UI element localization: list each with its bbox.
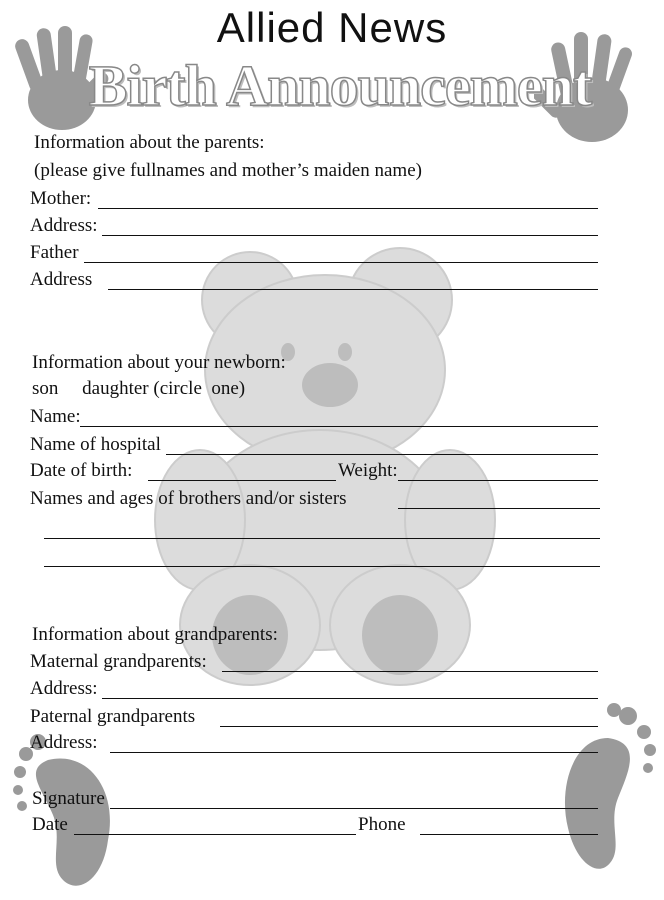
date-label: Date [32, 814, 68, 835]
siblings-field-3[interactable] [44, 566, 600, 567]
newborn-heading: Information about your newborn: [32, 352, 286, 373]
weight-label: Weight: [338, 460, 398, 481]
parents-note: (please give fullnames and mother’s maiden name) [34, 160, 422, 181]
father-label: Father [30, 242, 79, 263]
maternal-grandparents-field[interactable] [222, 671, 598, 672]
hospital-label: Name of hospital [30, 434, 161, 455]
phone-label: Phone [358, 814, 406, 835]
maternal-grandparents-label: Maternal grandparents: [30, 651, 207, 672]
newborn-name-label: Name: [30, 406, 81, 427]
parents-address-label-1: Address: [30, 215, 98, 236]
newborn-name-field[interactable] [80, 426, 598, 427]
phone-field[interactable] [420, 834, 598, 835]
siblings-label: Names and ages of brothers and/or sisters [30, 488, 347, 509]
dob-label: Date of birth: [30, 460, 133, 481]
paternal-grandparents-label: Paternal grandparents [30, 706, 196, 727]
mother-label: Mother: [30, 188, 92, 209]
grandparents-heading: Information about grandparents: [32, 624, 278, 645]
gender-choice[interactable]: son daughter (circle one) [32, 378, 246, 399]
father-field[interactable] [84, 262, 598, 263]
signature-field[interactable] [110, 808, 598, 809]
paternal-grandparents-field[interactable] [220, 726, 598, 727]
parents-address-label-2: Address [30, 269, 93, 290]
grandparents-address-label-1: Address: [30, 678, 98, 699]
grandparents-address-field-2[interactable] [110, 752, 598, 753]
publication-title: Allied News [216, 4, 448, 51]
siblings-field-2[interactable] [44, 538, 600, 539]
weight-field[interactable] [398, 480, 598, 481]
mother-field[interactable] [98, 208, 598, 209]
hospital-field[interactable] [166, 454, 598, 455]
left-footprint-icon [8, 730, 138, 900]
grandparents-address-label-2: Address: [30, 732, 98, 753]
signature-label: Signature [32, 788, 105, 809]
date-field[interactable] [74, 834, 356, 835]
siblings-field-1[interactable] [398, 508, 600, 509]
parents-address-field-2[interactable] [108, 289, 598, 290]
parents-heading: Information about the parents: [34, 132, 265, 153]
parents-address-field-1[interactable] [102, 235, 598, 236]
dob-field[interactable] [148, 480, 336, 481]
form-title: Birth Announcement [88, 53, 592, 118]
grandparents-address-field-1[interactable] [102, 698, 598, 699]
